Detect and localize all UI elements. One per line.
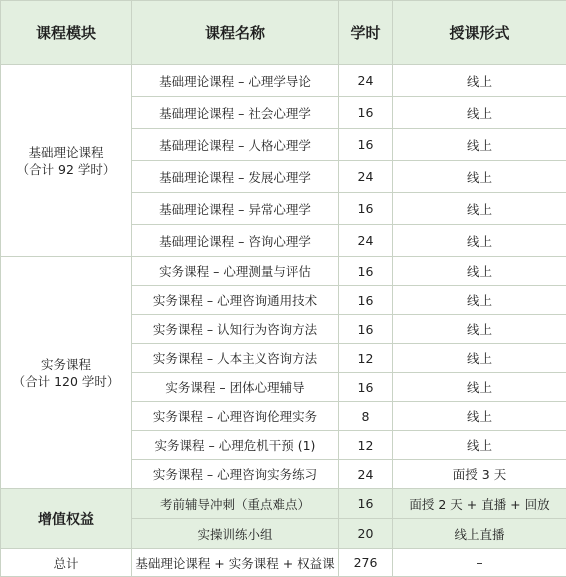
course-hours: 24 [339, 65, 393, 97]
header-delivery-form: 授课形式 [393, 1, 566, 65]
course-name: 基础理论课程 – 人格心理学 [132, 129, 339, 161]
module-cell [1, 257, 132, 489]
header-module: 课程模块 [1, 1, 132, 65]
benefit-module-cell: 增值权益 [1, 489, 132, 549]
course-hours: 12 [339, 344, 393, 373]
course-hours: 12 [339, 431, 393, 460]
course-form: 线上直播 [393, 519, 566, 549]
course-form: 线上 [393, 97, 566, 129]
course-hours: 16 [339, 315, 393, 344]
course-name: 实务课程 – 心理咨询实务练习 [132, 460, 339, 489]
course-name: 实务课程 – 心理咨询伦理实务 [132, 402, 339, 431]
course-form: 线上 [393, 315, 566, 344]
course-hours: 16 [339, 193, 393, 225]
course-hours: 8 [339, 402, 393, 431]
total-label: 总计 [1, 549, 132, 577]
module-title: 实务课程 [1, 356, 131, 373]
course-hours: 16 [339, 97, 393, 129]
course-hours: 16 [339, 129, 393, 161]
course-form: 线上 [393, 65, 566, 97]
header-hours: 学时 [339, 1, 393, 65]
benefit-row [1, 489, 566, 519]
header-row [1, 1, 566, 65]
course-hours: 20 [339, 519, 393, 549]
total-row [1, 549, 566, 577]
course-form: 线上 [393, 286, 566, 315]
total-course-name: 基础理论课程 + 实务课程 + 权益课 [132, 549, 339, 577]
course-name: 实务课程 – 心理测量与评估 [132, 257, 339, 286]
table-row [1, 257, 566, 286]
course-form: 线上 [393, 344, 566, 373]
course-form: 面授 2 天 + 直播 + 回放 [393, 489, 566, 519]
course-hours: 16 [339, 286, 393, 315]
course-form: 线上 [393, 373, 566, 402]
course-form: 线上 [393, 161, 566, 193]
course-name: 实务课程 – 人本主义咨询方法 [132, 344, 339, 373]
course-hours: 24 [339, 225, 393, 257]
course-form: 线上 [393, 431, 566, 460]
course-name: 实务课程 – 团体心理辅导 [132, 373, 339, 402]
course-form: 线上 [393, 257, 566, 286]
course-name: 基础理论课程 – 社会心理学 [132, 97, 339, 129]
course-name: 基础理论课程 – 心理学导论 [132, 65, 339, 97]
course-name: 实务课程 – 认知行为咨询方法 [132, 315, 339, 344]
course-name: 基础理论课程 – 发展心理学 [132, 161, 339, 193]
course-hours: 16 [339, 257, 393, 286]
module-subtotal: （合计 92 学时） [1, 161, 131, 178]
module-subtotal: （合计 120 学时） [1, 373, 131, 390]
course-hours: 24 [339, 161, 393, 193]
course-name: 考前辅导冲刺（重点难点） [132, 489, 339, 519]
course-form: 面授 3 天 [393, 460, 566, 489]
course-form: 线上 [393, 225, 566, 257]
course-name: 实操训练小组 [132, 519, 339, 549]
course-name: 基础理论课程 – 咨询心理学 [132, 225, 339, 257]
course-name: 实务课程 – 心理咨询通用技术 [132, 286, 339, 315]
header-course-name: 课程名称 [132, 1, 339, 65]
course-name: 实务课程 – 心理危机干预 (1) [132, 431, 339, 460]
course-form: 线上 [393, 402, 566, 431]
total-form: – [393, 549, 566, 577]
module-title: 基础理论课程 [1, 144, 131, 161]
course-form: 线上 [393, 193, 566, 225]
total-hours: 276 [339, 549, 393, 577]
module-cell [1, 65, 132, 257]
course-hours: 16 [339, 373, 393, 402]
course-hours: 24 [339, 460, 393, 489]
table-row [1, 65, 566, 97]
course-name: 基础理论课程 – 异常心理学 [132, 193, 339, 225]
course-hours: 16 [339, 489, 393, 519]
course-form: 线上 [393, 129, 566, 161]
